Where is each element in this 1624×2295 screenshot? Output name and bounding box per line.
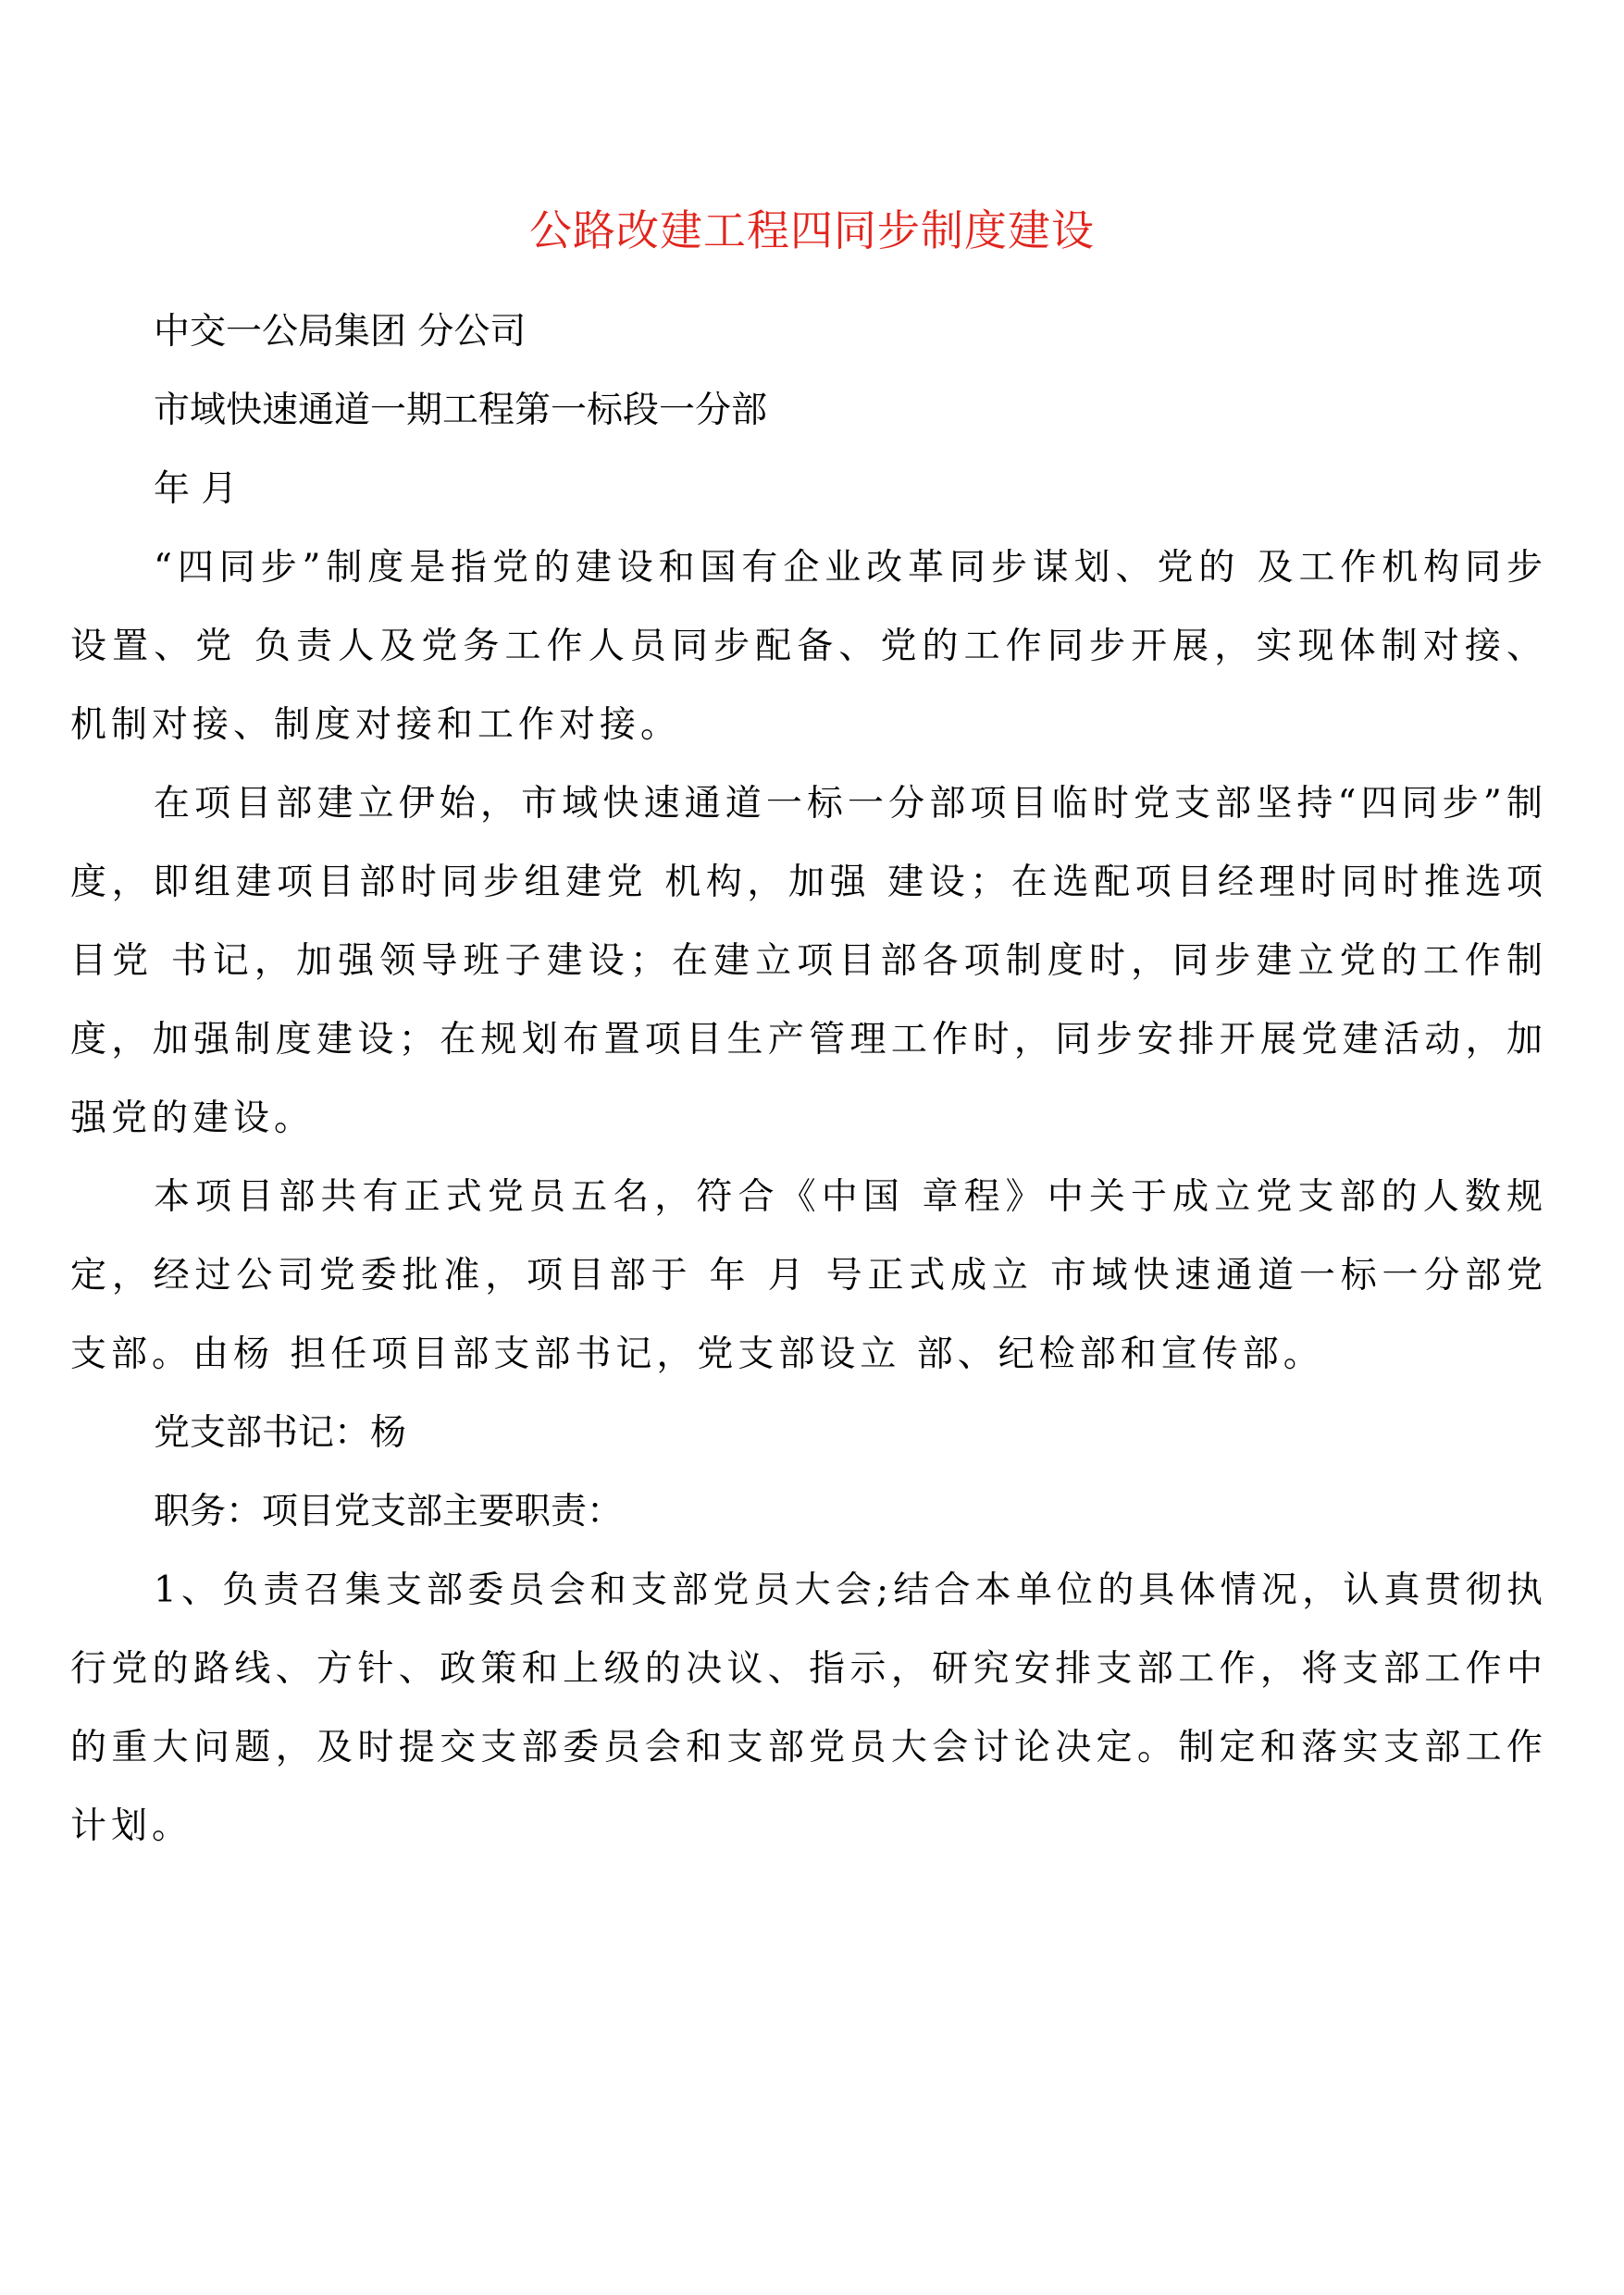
- paragraph-branch-establishment: 本项目部共有正式党员五名，符合《中国 章程》中关于成立党支部的人数规定，经过公司党委批准，项目部于 年 月 号正式成立 市域快速通道一标一分部党支部。由杨 担任项目部支部书记，党支部设立 部、纪检部和宣传部。: [70, 1176, 1547, 1375]
- paragraph-project-implementation: 在项目部建立伊始，市域快速通道一标一分部项目临时党支部坚持“四同步”制度，即组建项目部时同步组建党 机构，加强 建设；在选配项目经理时同时推选项目党 书记，加强领导班子建设；在建立项目部各项制度时，同步建立党的工作制度，加强制度建设；在规划布置项目生产管理工作时，同步安排开展党建活动，加强党的建设。: [70, 783, 1547, 1139]
- project-line: 市域快速通道一期工程第一标段一分部: [154, 390, 768, 431]
- document-body: [70, 292, 1547, 1866]
- document-title: 公路改建工程四同步制度建设: [529, 205, 1095, 255]
- duty-item-1: 1、负责召集支部委员会和支部党员大会;结合本单位的具体情况，认真贯彻执行党的路线、方针、政策和上级的决议、指示，研究安排支部工作，将支部工作中的重大问题，及时提交支部委员会和支部党员大会讨论决定。制定和落实支部工作计划。: [70, 1569, 1547, 1847]
- duties-heading: 职务：项目党支部主要职责：: [154, 1491, 624, 1532]
- date-line: 年 月: [154, 468, 238, 510]
- company-line: 中交一公局集团 分公司: [154, 311, 527, 353]
- paragraph-four-sync-definition: “四同步”制度是指党的建设和国有企业改革同步谋划、党的 及工作机构同步设置、党 负责人及党务工作人员同步配备、党的工作同步开展，实现体制对接、机制对接、制度对接和工作对接。: [70, 547, 1547, 746]
- secretary-line: 党支部书记：杨: [154, 1412, 407, 1454]
